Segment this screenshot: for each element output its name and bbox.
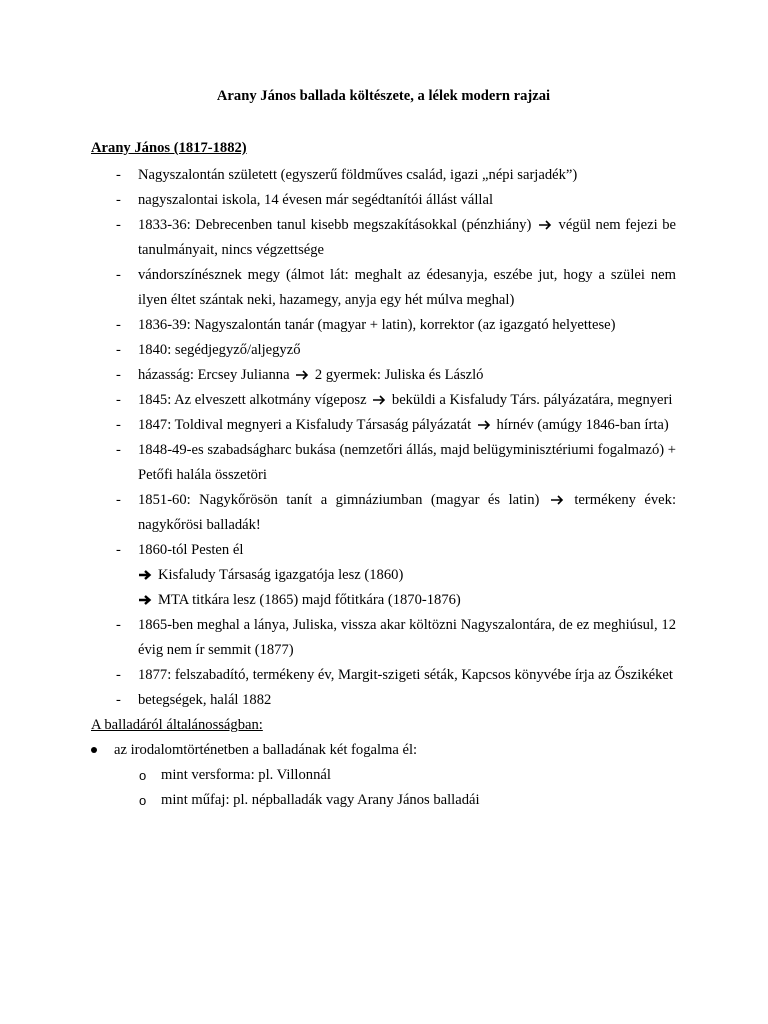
right-arrow-icon <box>550 495 564 505</box>
dash-bullet: - <box>116 667 121 683</box>
list-item-text: 1851-60: Nagykőrösön tanít a gimnáziumban (magyar és latin) <box>138 492 540 508</box>
right-arrow-icon <box>538 220 552 230</box>
dash-bullet: - <box>116 192 121 208</box>
bullet-item <box>91 738 676 763</box>
list-item-text: 2 gyermek: Juliska és László <box>314 367 484 383</box>
list-item <box>91 163 676 188</box>
list-item-text: 1847: Toldival megnyeri a Kisfaludy Társaság pályázatát <box>138 417 472 433</box>
right-arrow-icon <box>295 370 309 380</box>
sub-list-item-text: MTA titkára lesz (1865) majd főtitkára (1870-1876) <box>158 592 461 608</box>
list-item-text: beküldi a Kisfaludy Társ. pályázatára, megnyeri <box>391 392 673 408</box>
dash-bullet: - <box>116 217 121 233</box>
list-item-text: vándorszínésznek megy (álmot lát: meghalt az édesanyja, eszébe jut, hogy a szülei nem ilyen éltet szántak neki, hazamegy, anyja egy hét múlva meghal) <box>138 267 676 308</box>
section-heading-ballad: A balladáról általánosságban: <box>91 717 263 733</box>
circle-bullet-icon: o <box>139 768 147 783</box>
list-item-text: Nagyszalontán született (egyszerű földműves család, igazi „népi sarjadék”) <box>138 167 578 183</box>
list-item <box>91 488 676 538</box>
dash-bullet: - <box>116 542 121 558</box>
dash-bullet: - <box>116 167 121 183</box>
list-item <box>91 613 676 663</box>
list-item-text: betegségek, halál 1882 <box>138 692 272 708</box>
list-item <box>91 338 676 363</box>
list-item-text: termékeny évek: nagykőrösi balladák! <box>138 492 677 533</box>
list-item-text: 1865-ben meghal a lánya, Juliska, vissza akar költözni Nagyszalontára, de ez meghiúsul, 12 évig nem ír semmit (1877) <box>138 617 676 658</box>
list-item-text: nagyszalontai iskola, 14 évesen már segédtanítói állást vállal <box>138 192 494 208</box>
right-arrow-icon <box>477 420 491 430</box>
bold-right-arrow-icon <box>138 570 152 580</box>
list-item-text: 1848-49-es szabadságharc bukása (nemzetőri állás, majd belügyminisztériumi fogalmazó) + Petőfi halála összetöri <box>138 442 676 483</box>
bullet-dot-icon <box>91 747 97 753</box>
biography-list <box>91 163 676 563</box>
list-item <box>91 388 676 413</box>
sub-list-item <box>91 563 676 588</box>
biography-list-continued <box>91 613 676 713</box>
spacer <box>91 106 676 138</box>
list-item-text: házasság: Ercsey Julianna <box>138 367 290 383</box>
circle-item-text: mint versforma: pl. Villonnál <box>161 767 331 783</box>
list-item-text: 1833-36: Debrecenben tanul kisebb megszakításokkal (pénzhiány) <box>138 217 532 233</box>
list-item <box>91 188 676 213</box>
list-item-text: 1877: felszabadító, termékeny év, Margit-szigeti séták, Kapcsos könyvébe írja az Őszikéket <box>138 667 673 683</box>
dash-bullet: - <box>116 617 121 633</box>
list-item <box>91 213 676 263</box>
dash-bullet: - <box>116 392 121 408</box>
dash-bullet: - <box>116 367 121 383</box>
list-item <box>91 688 676 713</box>
list-item <box>91 413 676 438</box>
list-item-text: 1840: segédjegyző/aljegyző <box>138 342 301 358</box>
dash-bullet: - <box>116 317 121 333</box>
bullet-item-text: az irodalomtörténetben a balladának két fogalma él: <box>114 742 418 758</box>
bold-right-arrow-icon <box>138 595 152 605</box>
section-heading-biography: Arany János (1817-1882) <box>91 140 247 156</box>
list-item <box>91 538 676 563</box>
list-item-text: 1836-39: Nagyszalontán tanár (magyar + latin), korrektor (az igazgató helyettese) <box>138 317 616 333</box>
dash-bullet: - <box>116 342 121 358</box>
list-item <box>91 363 676 388</box>
circle-item <box>91 763 676 788</box>
circle-bullet-icon: o <box>139 793 147 808</box>
list-item <box>91 263 676 313</box>
right-arrow-icon <box>372 395 386 405</box>
document-page <box>91 86 676 813</box>
sub-list-item-text: Kisfaludy Társaság igazgatója lesz (1860) <box>158 567 404 583</box>
list-item <box>91 438 676 488</box>
list-item-text: 1845: Az elveszett alkotmány vígeposz <box>138 392 367 408</box>
dash-bullet: - <box>116 692 121 708</box>
dash-bullet: - <box>116 417 121 433</box>
circle-item <box>91 788 676 813</box>
list-item-text: végül nem fejezi be tanulmányait, nincs végzettsége <box>138 217 676 258</box>
list-item <box>91 313 676 338</box>
circle-item-text: mint műfaj: pl. népballadák vagy Arany János balladái <box>161 792 480 808</box>
dash-bullet: - <box>116 492 121 508</box>
dash-bullet: - <box>116 267 121 283</box>
list-item <box>91 663 676 688</box>
document-title: Arany János ballada költészete, a lélek modern rajzai <box>216 88 551 104</box>
sub-list-item <box>91 588 676 613</box>
dash-bullet: - <box>116 442 121 458</box>
list-item-text: 1860-tól Pesten él <box>138 542 244 558</box>
list-item-text: hírnév (amúgy 1846-ban írta) <box>496 417 669 433</box>
